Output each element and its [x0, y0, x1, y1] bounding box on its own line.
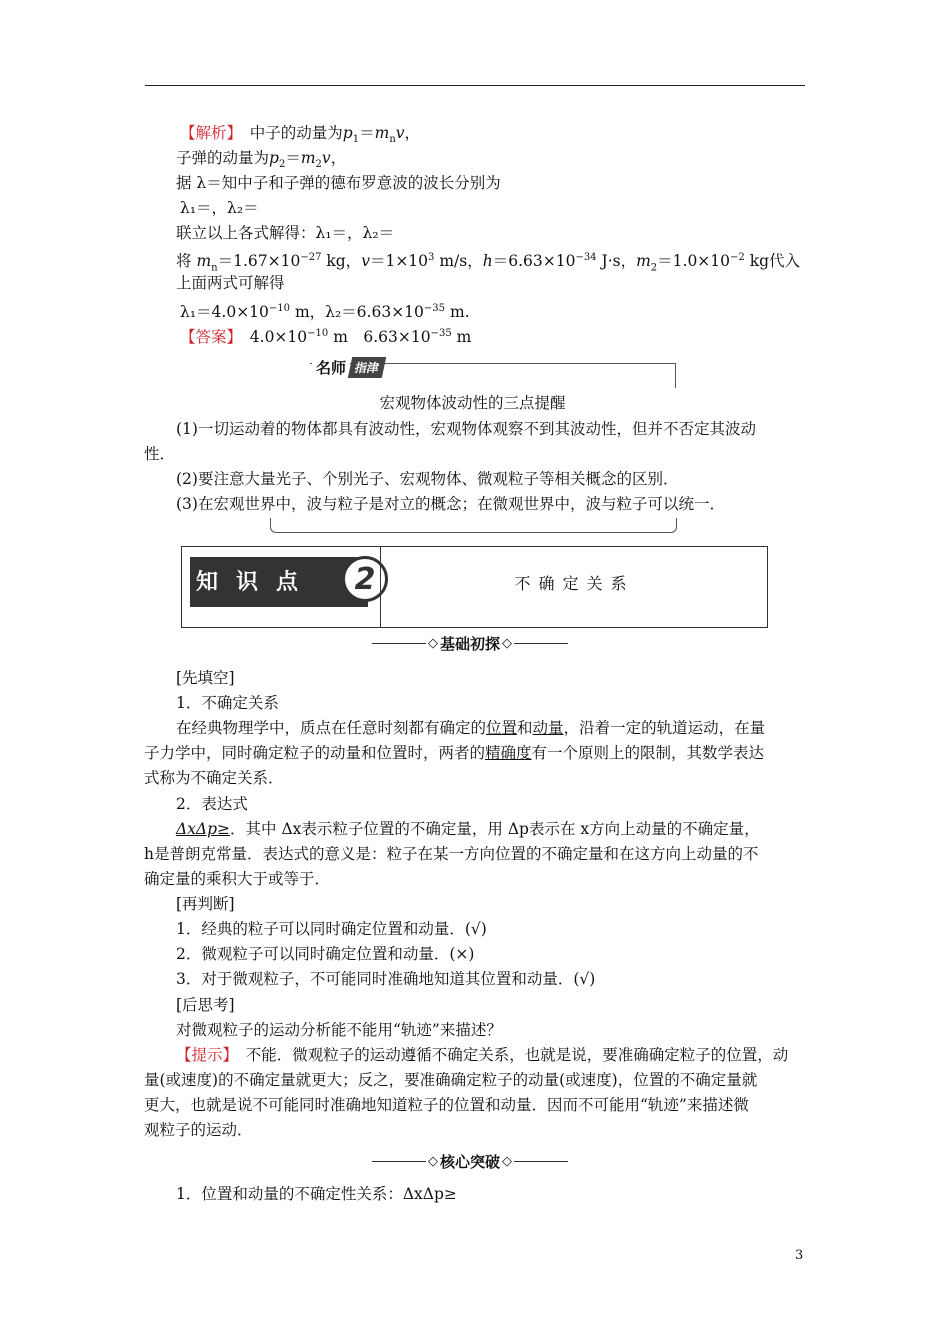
analysis-tag: 【解析】 [180, 124, 235, 142]
judge-item-2: 2．微观粒子可以同时确定位置和动量．(×) [176, 945, 475, 963]
section-core: ◇ 核心突破 ◇ [372, 1150, 568, 1172]
judge-item-3: 3．对于微观粒子，不可能同时准确地知道其位置和动量．(√) [176, 970, 596, 988]
knowledge-number: 2 [342, 556, 388, 602]
prefill-text-2a: ΔxΔp≥．其中 Δx表示粒子位置的不确定量，用 Δp表示在 x方向上动量的不确定量， [176, 820, 760, 838]
prefill-text-1b: 子力学中，同时确定粒子的动量和位置时，两者的精确度有一个原则上的限制，其数学表达 [144, 744, 765, 762]
knowledge-label: 知识点 [196, 570, 317, 595]
header-rule [145, 85, 805, 86]
analysis-line-4: λ₁＝，λ₂＝ [180, 199, 259, 217]
hint-line-2: 量(或速度)的不确定量就更大；反之，要准确确定粒子的动量(或速度)，位置的不确定量就 [144, 1071, 758, 1089]
analysis-line-2: 子弹的动量为$p_2=m_2v$， [176, 149, 347, 171]
judge-item-1: 1．经典的粒子可以同时确定位置和动量．(√) [176, 920, 487, 938]
knowledge-title: 不确定关系 [514, 574, 635, 593]
prefill-tag: [先填空] [176, 669, 235, 687]
page-number: 3 [795, 1248, 804, 1263]
knowledge-divider [380, 547, 381, 627]
tips-tag: 名师 指津 [312, 355, 384, 379]
hint-tag: 【提示】 [176, 1046, 231, 1064]
think-tag: [后思考] [176, 996, 235, 1014]
tips-point-1b: 性． [144, 445, 176, 463]
prefill-text-2c: 确定量的乘积大于或等于． [144, 870, 331, 888]
core-point-1: 1．位置和动量的不确定性关系：ΔxΔp≥ [176, 1185, 457, 1203]
analysis-line-5: 联立以上各式解得：λ₁＝，λ₂＝ [176, 224, 395, 242]
analysis-line-3: 据 λ＝知中子和子弹的德布罗意波的波长分别为 [176, 174, 501, 192]
judge-tag: [再判断] [176, 895, 235, 913]
tips-title: 宏观物体波动性的三点提醒 [379, 394, 566, 412]
prefill-text-2b: h是普朗克常量．表达式的意义是：粒子在某一方向位置的不确定量和在这方向上动量的不 [144, 845, 759, 863]
think-question: 对微观粒子的运动分析能不能用“轨迹”来描述？ [176, 1021, 502, 1039]
prefill-heading-2: 2．表达式 [176, 795, 248, 813]
analysis-line-7: 上面两式可解得 [176, 274, 285, 292]
hint-line-4: 观粒子的运动． [144, 1121, 253, 1139]
prefill-text-1a: 在经典物理学中，质点在任意时刻都有确定的位置和动量，沿着一定的轨道运动，在量 [176, 719, 766, 737]
tips-point-3: (3)在宏观世界中，波与粒子是对立的概念；在微观世界中，波与粒子可以统一． [176, 495, 725, 513]
analysis-line-1: 【解析】 中子的动量为$p_1=m_nv$， [180, 124, 421, 146]
section-basic: ◇ 基础初探 ◇ [372, 632, 568, 654]
prefill-text-1c: 式称为不确定关系． [144, 769, 284, 787]
hint-line-3: 更大，也就是说不可能同时准确地知道粒子的位置和动量．因而不可能用“轨迹”来描述微 [144, 1096, 749, 1114]
analysis-line-6: 将 $m_n=1.67\times 10^{-27}$ kg，$v=1\times 10^3$ m/s，$h=6.63\times 10^{-34}$ J·s，$m_2=1.0\times 10^{-2}$ kg代入 [176, 252, 801, 274]
answer-tag: 【答案】 [180, 328, 235, 347]
hint-line-1: 【提示】 不能．微观粒子的运动遵循不确定关系，也就是说，要准确确定粒子的位置，动 [176, 1046, 789, 1064]
tips-point-2: (2)要注意大量光子、个别光子、宏观物体、微观粒子等相关概念的区别． [176, 470, 679, 488]
tips-bottom-bracket [270, 518, 677, 533]
answer-line: 【答案】 $4.0\times 10^{-10}$ m $6.63\times 10^{-35}$ m [180, 328, 472, 347]
prefill-heading-1: 1．不确定关系 [176, 694, 279, 712]
tips-point-1a: (1)一切运动着的物体都具有波动性，宏观物体观察不到其波动性，但并不否定其波动 [176, 420, 756, 438]
analysis-line-8: $\lambda_1=4.0\times 10^{-10}$ m，$\lambda_2=6.63\times 10^{-35}$ m. [180, 303, 470, 322]
